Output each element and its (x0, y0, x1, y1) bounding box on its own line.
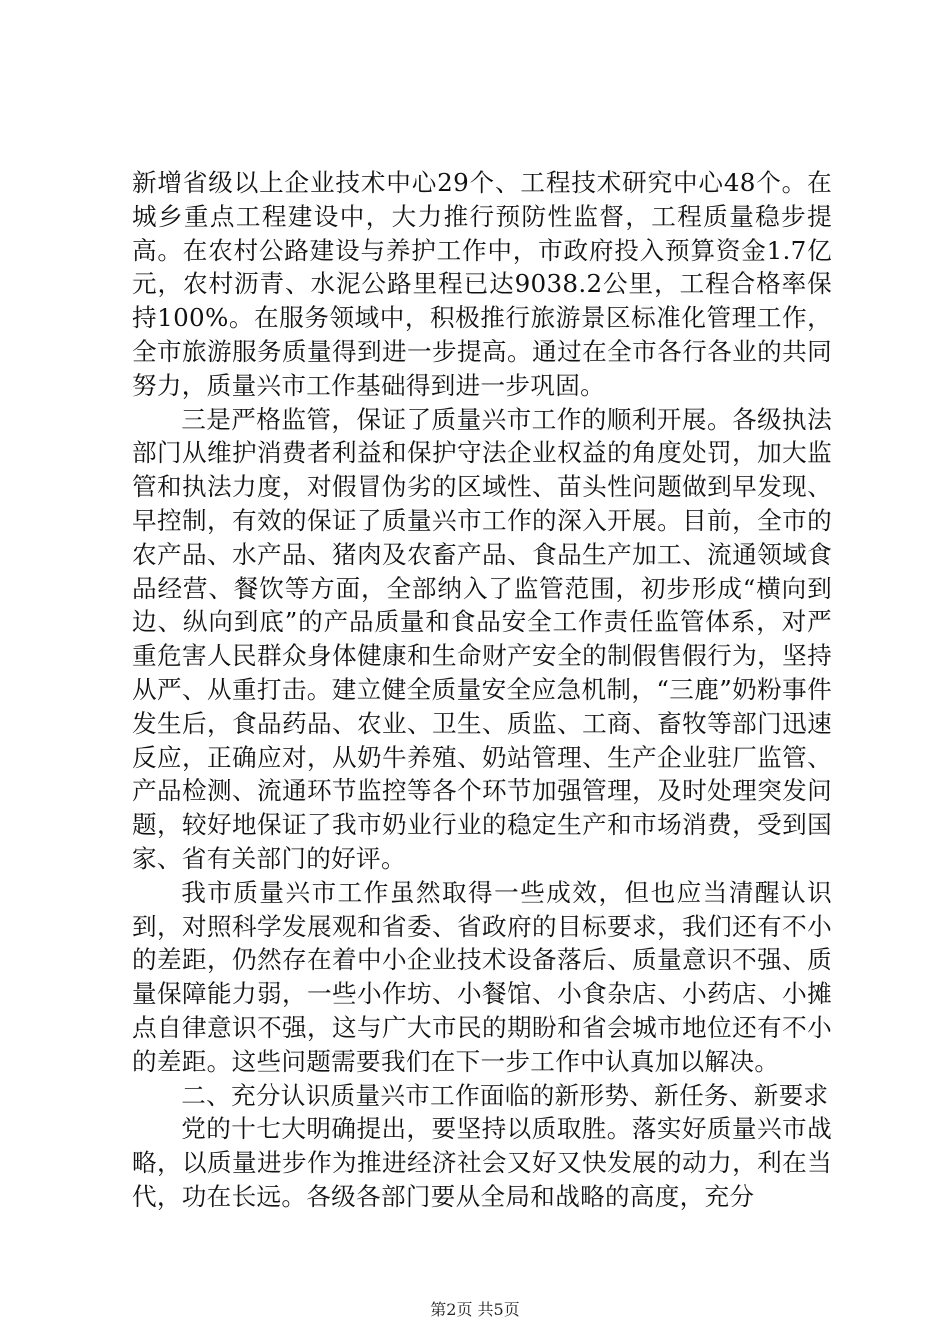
paragraph-4: 党的十七大明确提出，要坚持以质取胜。落实好质量兴市战略，以质量进步作为推进经济社会又好又快发展的动力，利在当代，功在长远。各级各部门要从全局和战略的高度，充分 (132, 1114, 832, 1211)
paragraph-1: 新增省级以上企业技术中心29个、工程技术研究中心48个。在城乡重点工程建设中，大力推行预防性监督，工程质量稳步提高。在农村公路建设与养护工作中，市政府投入预算资金1.7亿元，农村沥青、水泥公路里程已达9038.2公里，工程合格率保持100%。在服务领域中，积极推行旅游景区标准化管理工作，全市旅游服务质量得到进一步提高。通过在全市各行各业的共同努力，质量兴市工作基础得到进一步巩固。 (132, 168, 832, 400)
paragraph-3: 我市质量兴市工作虽然取得一些成效，但也应当清醒认识到，对照科学发展观和省委、省政府的目标要求，我们还有不小的差距，仍然存在着中小企业技术设备落后、质量意识不强、质量保障能力弱，一些小作坊、小餐馆、小食杂店、小药店、小摊点自律意识不强，这与广大市民的期盼和省会城市地位还有不小的差距。这些问题需要我们在下一步工作中认真加以解决。 (132, 877, 832, 1076)
document-body (132, 166, 832, 1214)
page-number-footer: 第2页 共5页 (430, 1300, 520, 1319)
section-heading: 二、充分认识质量兴市工作面临的新形势、新任务、新要求 (181, 1080, 829, 1110)
paragraph-2: 三是严格监管，保证了质量兴市工作的顺利开展。各级执法部门从维护消费者利益和保护守法企业权益的角度处罚，加大监管和执法力度，对假冒伪劣的区域性、苗头性问题做到早发现、早控制，有效的保证了质量兴市工作的深入开展。目前，全市的农产品、水产品、猪肉及农畜产品、食品生产加工、流通领域食品经营、餐饮等方面，全部纳入了监管范围，初步形成“横向到边、纵向到底”的产品质量和食品安全工作责任监管体系，对严重危害人民群众身体健康和生命财产安全的制假售假行为，坚持从严、从重打击。建立健全质量安全应急机制，“三鹿”奶粉事件发生后，食品药品、农业、卫生、质监、工商、畜牧等部门迅速反应，正确应对，从奶牛养殖、奶站管理、生产企业驻厂监管、产品检测、流通环节监控等各个环节加强管理，及时处理突发问题，较好地保证了我市奶业行业的稳定生产和市场消费，受到国家、省有关部门的好评。 (132, 404, 832, 873)
